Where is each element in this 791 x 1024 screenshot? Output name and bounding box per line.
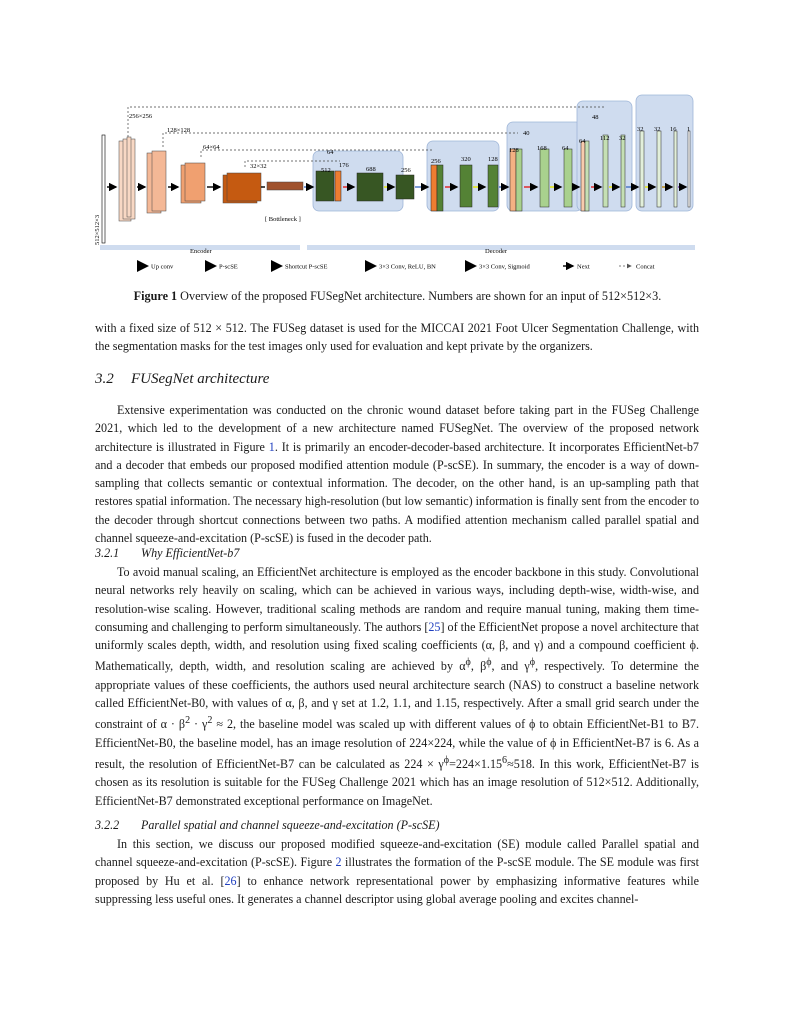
- channel-label: 688: [366, 166, 376, 173]
- channel-label: 168: [537, 145, 547, 152]
- channel-label: 64: [327, 149, 334, 156]
- paragraph-continuation: with a fixed size of 512 × 512. The FUSeg dataset is used for the MICCAI 2021 Foot Ulcer Segmentation Challenge, with the segmentation masks for the test images only used for evaluation and kept private by the organizers.: [95, 321, 699, 354]
- channel-label: 40: [523, 130, 530, 137]
- figure-caption-label: Figure 1: [133, 289, 178, 303]
- channel-label: 112: [600, 135, 610, 142]
- legend-label: 3×3 Conv, Sigmoid: [479, 263, 530, 271]
- legend-label: Up conv: [151, 263, 174, 271]
- channel-label: 64: [562, 145, 569, 152]
- input-dim-label: 512×512×3: [94, 214, 101, 245]
- architecture-figure: [95, 95, 700, 275]
- dim-label-32: 32×32: [250, 163, 267, 170]
- dim-label-64: 64×64: [203, 144, 220, 151]
- figure-ref-link[interactable]: 1: [268, 439, 275, 454]
- section-heading-3-2-2: 3.2.2 Parallel spatial and channel squeeze-and-excitation (P-scSE): [95, 818, 440, 832]
- channel-label: 512: [321, 167, 331, 174]
- figure-ref-link[interactable]: 2: [335, 855, 342, 870]
- section-heading-3-2: 3.2 FUSegNet architecture: [95, 371, 270, 387]
- dim-label-128: 128×128: [167, 127, 191, 134]
- legend-label: P-scSE: [219, 263, 238, 271]
- paragraph-pscse: In this section, we discuss our proposed modified squeeze-and-excitation (SE) module called Parallel spatial and channel squeeze-and-excitation (P-scSE). Figure 2 illustrates the formation of the P-scSE module. The SE module was first proposed by Hu et al. [26] to enhance network representational power by emphasizing informative features while suppressing less useful ones. It generates a channel descriptor using global average pooling and excites channel-: [95, 837, 699, 906]
- citation-ref-link[interactable]: 25: [428, 619, 441, 634]
- citation-ref-link[interactable]: 26: [224, 873, 237, 888]
- channel-label: 256: [431, 158, 441, 165]
- channel-label: 128: [509, 147, 519, 154]
- legend-label: Concat: [636, 263, 655, 271]
- channel-label: 1: [687, 126, 691, 133]
- encoder-label: Encoder: [190, 248, 212, 255]
- figure-caption: [95, 289, 700, 304]
- channel-label: 64: [579, 138, 586, 145]
- bottleneck-label: [ Bottleneck ]: [265, 216, 301, 223]
- channel-label: 16: [670, 126, 677, 133]
- channel-label: 32: [619, 135, 626, 142]
- legend-label: 3×3 Conv, ReLU, BN: [379, 263, 436, 271]
- channel-label: 48: [592, 114, 599, 121]
- section-heading-3-2-1: 3.2.1 Why EfficientNet-b7: [95, 546, 240, 560]
- paragraph-architecture: Extensive experimentation was conducted on the chronic wound dataset before taking part in the FUSeg Challenge 2021, which led to the development of a new architecture named FUSegNet. The overview of the proposed network architecture is illustrated in Figure 1. It is primarily an encoder-decoder-based architecture. It incorporates EfficientNet-b7 and a decoder that embeds our proposed modified attention module (P-scSE). In summary, the encoder is a way of down-sampling that collects semantic or contextual information. The decoder, on the other hand, is an up-sampling path that restores spatial information. The necessary high-resolution (but low semantic) information is finally sent from the encoder to the decoder through shortcut connections between two paths. A modified attention mechanism called parallel spatial and channel squeeze-and-excitation (P-scSE) is fused in the decoder path.: [95, 403, 699, 546]
- channel-label: 256: [401, 167, 411, 174]
- legend-label: Shortcut P-scSE: [285, 263, 328, 271]
- paragraph-efficientnet: To avoid manual scaling, an EfficientNet architecture is employed as the encoder backbone in this study. Convolutional neural networks rely heavily on scaling, which can be achieved in various ways, including depth-wise, width-wise, and resolution-wise scaling. However, traditional scaling methods are random and require manual tuning, making them time-consuming and challenging to perform simultaneously. The authors [25] of the EfficientNet propose a novel architecture that uniformly scales depth, width, and resolution using fixed scaling coefficients (α, β, and γ) and a compound coefficient ϕ. Mathematically, depth, width, and resolution scaling are achieved by $\alpha^\phi$, $\beta^\phi$, and $\gamma^\phi$, respectively. To determine the appropriate values of these coefficients, the authors used neural architecture search (NAS) to construct a baseline network called EfficientNet-B0, with values of α, β, and γ set at 1.2, 1.1, and 1.15, respectively. After a small grid search under the constraint of $\alpha \cdot \beta^2 \cdot \gamma^2 \approx 2$, the baseline model was scaled up with different values of ϕ to obtain EfficientNet-B1 to B7. EfficientNet-B0, the baseline model, has an image resolution of 224×224, while the value of ϕ in EfficientNet-B7 is 6. As a result, the resolution of EfficientNet-B7 can be calculated as $224 \times \gamma^\phi=224\times 1.15^6\approx 518$. In this work, EfficientNet-B7 is chosen as its resolution is suitable for the FUSeg Challenge 2021 which has an image resolution of 512×512. Additionally, EfficientNet-B7 demonstrated exceptional performance on ImageNet.: [95, 565, 700, 808]
- channel-label: 32: [637, 126, 644, 133]
- decoder-label: Decoder: [485, 248, 508, 255]
- figure-caption-text: Overview of the proposed FUSegNet architecture. Numbers are shown for an input of 512×512×3.: [177, 289, 662, 303]
- encoder-blocks: [102, 135, 303, 243]
- legend: [137, 264, 655, 271]
- channel-label: 320: [461, 156, 471, 163]
- channel-label: 128: [488, 156, 498, 163]
- legend-label: Next: [577, 263, 590, 271]
- channel-label: 176: [339, 162, 349, 169]
- channel-label: 32: [654, 126, 661, 133]
- dim-label-256: 256×256: [129, 113, 153, 120]
